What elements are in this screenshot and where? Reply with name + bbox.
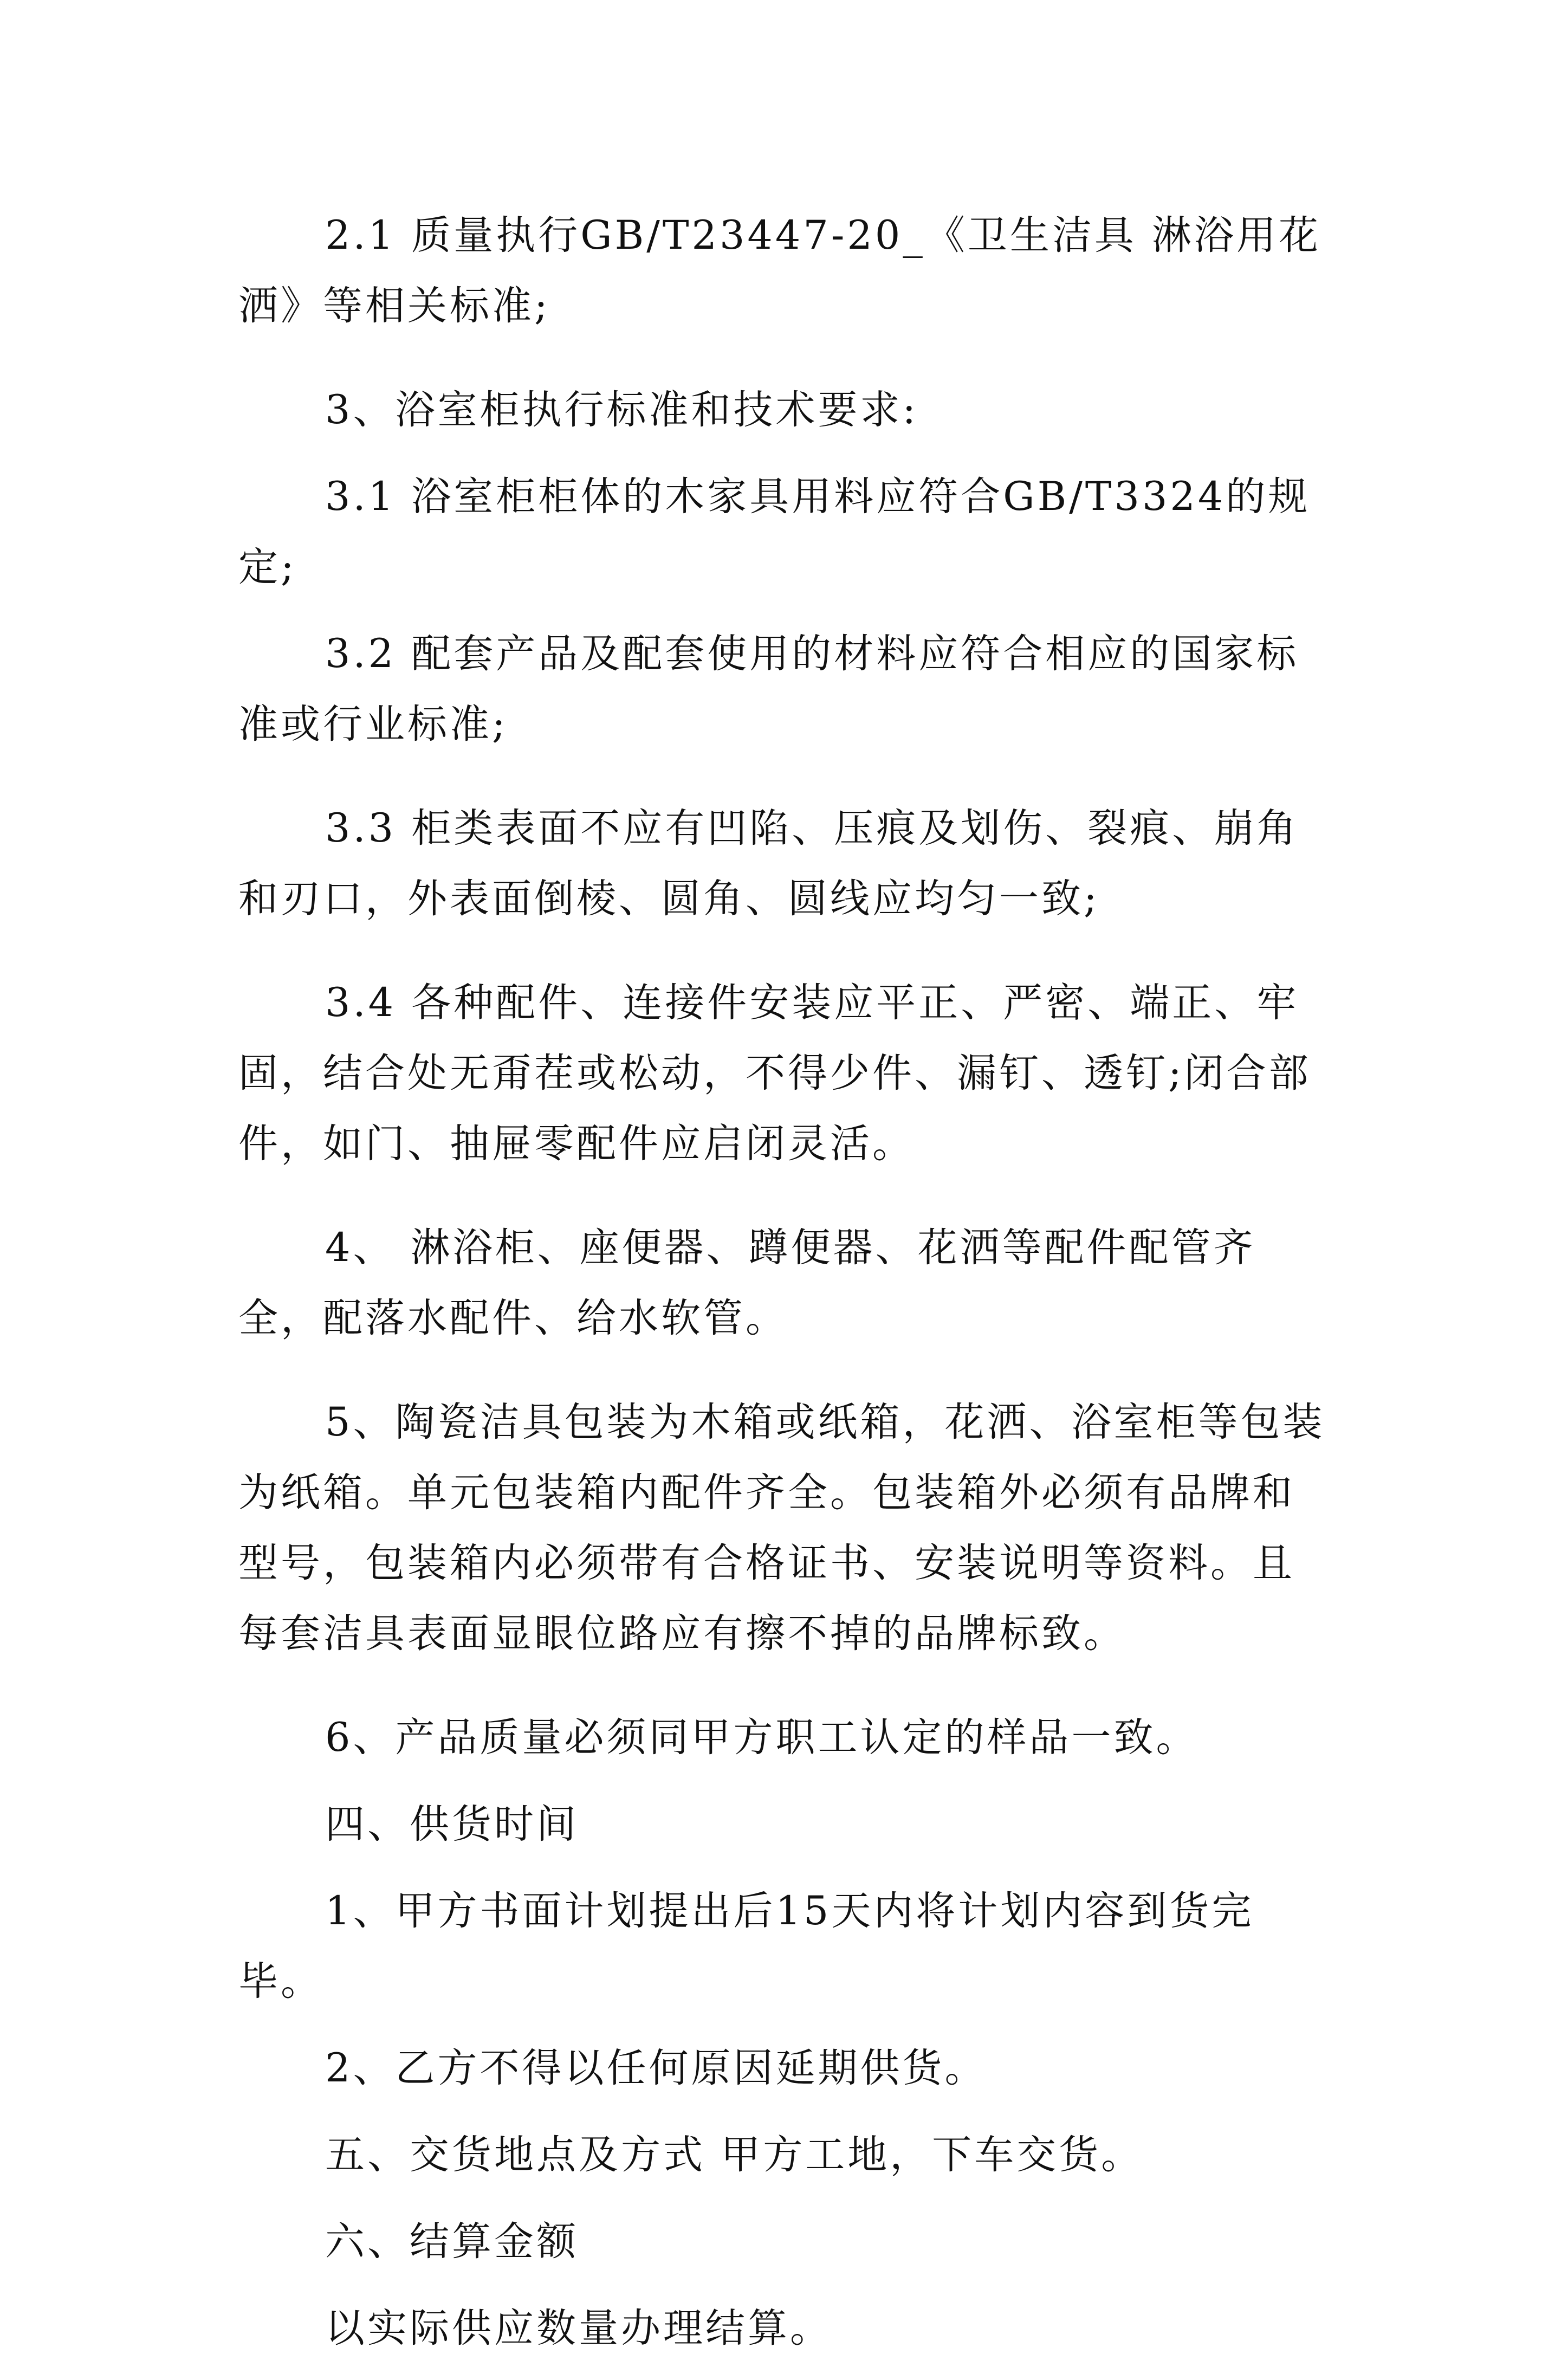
paragraph-3-4: 3.4 各种配件、连接件安装应平正、严密、端正、牢固，结合处无甭茬或松动，不得少件、漏钉、透钉;闭合部件，如门、抽屉零配件应启闭灵活。	[238, 980, 1311, 1167]
paragraph-2-1: 2.1 质量执行GB/T23447-20_《卫生洁具 淋浴用花洒》等相关标准;	[238, 212, 1321, 329]
paragraph-6: 6、产品质量必须同甲方职工认定的样品一致。	[325, 1715, 1198, 1761]
paragraph-3-2: 3.2 配套产品及配套使用的材料应符合相应的国家标准或行业标准;	[238, 631, 1299, 747]
paragraph-section-3-heading: 3、浴室柜执行标准和技术要求:	[325, 387, 919, 433]
paragraph-4: 4、 淋浴柜、座便器、蹲便器、花洒等配件配管齐全，配落水配件、给水软管。	[238, 1225, 1256, 1341]
section-heading-delivery-place: 五、交货地点及方式 甲方工地，下车交货。	[325, 2132, 1144, 2178]
paragraph-3-1: 3.1 浴室柜柜体的木家具用料应符合GB/T3324的规定;	[238, 474, 1311, 590]
paragraph-settlement: 以实际供应数量办理结算。	[325, 2305, 832, 2351]
document-body	[238, 201, 1333, 2380]
paragraph-3-3: 3.3 柜类表面不应有凹陷、压痕及划伤、裂痕、崩角和刃口，外表面倒棱、圆角、圆线应均匀一致;	[238, 805, 1299, 922]
paragraph-delivery-1: 1、甲方书面计划提出后15天内将计划内容到货完毕。	[238, 1888, 1254, 2004]
section-heading-settlement: 六、结算金额	[325, 2219, 579, 2265]
section-heading-delivery-time: 四、供货时间	[325, 1801, 579, 1847]
paragraph-delivery-2: 2、乙方不得以任何原因延期供货。	[325, 2045, 987, 2091]
paragraph-5: 5、陶瓷洁具包装为木箱或纸箱，花洒、浴室柜等包装为纸箱。单元包装箱内配件齐全。包装箱外必须有品牌和型号，包装箱内必须带有合格证书、安装说明等资料。且每套洁具表面显眼位路应有擦不掉的品牌标致。	[238, 1399, 1325, 1657]
